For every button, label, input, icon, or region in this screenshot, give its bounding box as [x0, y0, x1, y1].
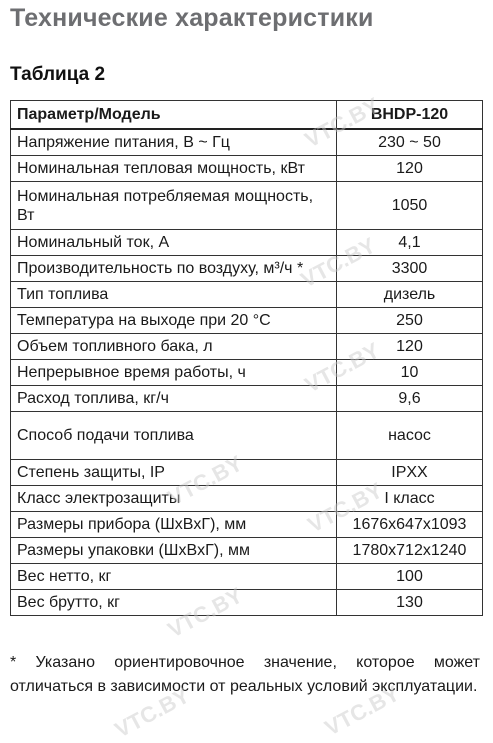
footnote: * Указано ориентировочное значение, которое может отличаться в зависимости от реальных условий эксплуатации. — [10, 654, 480, 695]
watermark: VTC.BY — [296, 232, 380, 293]
value-cell: 130 — [337, 590, 483, 616]
table-row — [11, 256, 483, 282]
value-cell: 120 — [337, 334, 483, 360]
value-cell: 1676x647x1093 — [337, 512, 483, 538]
table-row — [11, 460, 483, 486]
table-row — [11, 282, 483, 308]
param-cell: Расход топлива, кг/ч — [11, 386, 337, 412]
value-cell: 3300 — [337, 256, 483, 282]
value-cell: 10 — [337, 360, 483, 386]
param-cell: Непрерывное время работы, ч — [11, 360, 337, 386]
value-cell: 1050 — [337, 182, 483, 230]
value-cell: насос — [337, 412, 483, 460]
param-cell: Тип топлива — [11, 282, 337, 308]
value-cell: I класс — [337, 486, 483, 512]
table-caption: Таблица 2 — [10, 64, 106, 85]
param-cell: Напряжение питания, В ~ Гц — [11, 129, 337, 156]
param-cell: Размеры прибора (ШxВxГ), мм — [11, 512, 337, 538]
table-row — [11, 129, 483, 156]
param-cell: Объем топливного бака, л — [11, 334, 337, 360]
table-row — [11, 538, 483, 564]
table-row — [11, 230, 483, 256]
param-cell: Способ подачи топлива — [11, 412, 337, 460]
value-cell: 9,6 — [337, 386, 483, 412]
page-title: Технические характеристики — [10, 4, 374, 32]
value-cell: 4,1 — [337, 230, 483, 256]
value-cell: 1780x712x1240 — [337, 538, 483, 564]
param-cell: Номинальный ток, А — [11, 230, 337, 256]
table-row — [11, 486, 483, 512]
specs-table — [10, 100, 483, 616]
table-row — [11, 386, 483, 412]
watermark: VTC.BY — [163, 582, 247, 643]
param-cell: Вес нетто, кг — [11, 564, 337, 590]
table-row — [11, 334, 483, 360]
value-cell: 120 — [337, 156, 483, 182]
table-row — [11, 412, 483, 460]
value-cell: IPXX — [337, 460, 483, 486]
value-cell: 250 — [337, 308, 483, 334]
watermark: VTC.BY — [110, 682, 194, 743]
table-row — [11, 156, 483, 182]
column-header-model: BHDP-120 — [337, 101, 483, 130]
table-row — [11, 512, 483, 538]
table-row — [11, 308, 483, 334]
param-cell: Вес брутто, кг — [11, 590, 337, 616]
param-cell: Производительность по воздуху, м³/ч * — [11, 256, 337, 282]
watermark: VTC.BY — [163, 450, 247, 511]
watermark: VTC.BY — [300, 92, 384, 153]
param-cell: Размеры упаковки (ШxВxГ), мм — [11, 538, 337, 564]
watermark: VTC.BY — [303, 477, 387, 538]
table-row — [11, 590, 483, 616]
value-cell: 230 ~ 50 — [337, 129, 483, 156]
watermark: VTC.BY — [300, 337, 384, 398]
table-header-row — [11, 101, 483, 130]
param-cell: Номинальная тепловая мощность, кВт — [11, 156, 337, 182]
watermark: VTC.BY — [320, 680, 404, 741]
table-row — [11, 360, 483, 386]
column-header-parameter: Параметр/Модель — [11, 101, 337, 130]
table-row — [11, 564, 483, 590]
param-cell: Степень защиты, IP — [11, 460, 337, 486]
param-cell: Класс электрозащиты — [11, 486, 337, 512]
param-cell: Температура на выходе при 20 °С — [11, 308, 337, 334]
value-cell: дизель — [337, 282, 483, 308]
table-row — [11, 182, 483, 230]
value-cell: 100 — [337, 564, 483, 590]
param-cell: Номинальная потребляемая мощность, Вт — [11, 182, 337, 230]
